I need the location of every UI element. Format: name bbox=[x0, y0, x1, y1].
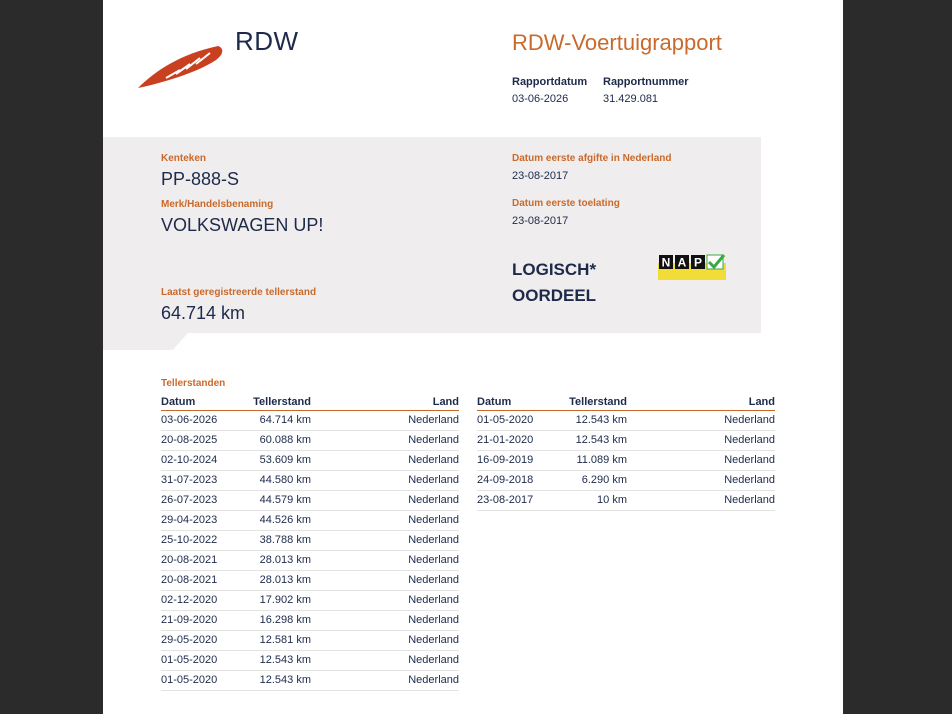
cell-tellerstand: 38.788 km bbox=[259, 534, 311, 546]
table-row bbox=[161, 611, 459, 631]
cell-datum: 21-09-2020 bbox=[161, 614, 218, 626]
cell-tellerstand: 10 km bbox=[597, 494, 627, 506]
kenteken-field bbox=[161, 153, 239, 190]
report-page bbox=[103, 0, 843, 714]
header-datum: Datum bbox=[161, 396, 196, 408]
table-row bbox=[477, 471, 775, 491]
cell-tellerstand: 11.089 km bbox=[576, 454, 627, 466]
cell-tellerstand: 28.013 km bbox=[259, 574, 311, 586]
cell-land: Nederland bbox=[408, 534, 459, 546]
cell-land: Nederland bbox=[408, 574, 459, 586]
table-row bbox=[161, 551, 459, 571]
cell-land: Nederland bbox=[724, 434, 775, 446]
nap-letter-n: N bbox=[661, 255, 671, 270]
cell-tellerstand: 17.902 km bbox=[259, 594, 311, 606]
tellerstanden-table-left bbox=[161, 396, 459, 691]
cell-tellerstand: 12.543 km bbox=[575, 414, 627, 426]
table-row bbox=[161, 431, 459, 451]
cell-datum: 16-09-2019 bbox=[477, 454, 534, 466]
cell-land: Nederland bbox=[408, 414, 459, 426]
table-row bbox=[161, 571, 459, 591]
tellerstanden-title: Tellerstanden bbox=[161, 378, 226, 389]
table-row bbox=[161, 411, 459, 431]
merk-value: VOLKSWAGEN UP! bbox=[161, 215, 324, 235]
table-row bbox=[161, 531, 459, 551]
toelating-field bbox=[512, 198, 620, 227]
cell-land: Nederland bbox=[724, 494, 775, 506]
table-row bbox=[477, 491, 775, 511]
table-row bbox=[161, 491, 459, 511]
rapportdatum bbox=[512, 76, 587, 105]
cell-land: Nederland bbox=[724, 454, 775, 466]
cell-datum: 31-07-2023 bbox=[161, 474, 218, 486]
header-datum: Datum bbox=[477, 396, 512, 408]
cell-land: Nederland bbox=[408, 494, 459, 506]
cell-land: Nederland bbox=[408, 514, 459, 526]
cell-land: Nederland bbox=[408, 674, 459, 686]
cell-datum: 29-04-2023 bbox=[161, 514, 218, 526]
cell-datum: 25-10-2022 bbox=[161, 534, 218, 546]
cell-land: Nederland bbox=[724, 474, 775, 486]
tellerstanden-table-right bbox=[477, 396, 775, 511]
cell-datum: 21-01-2020 bbox=[477, 434, 534, 446]
merk-label: Merk/Handelsbenaming bbox=[161, 199, 274, 210]
table-row bbox=[161, 591, 459, 611]
merk-field bbox=[161, 199, 323, 236]
tellerstand-value: 64.714 km bbox=[161, 303, 246, 323]
rapportnummer bbox=[603, 76, 689, 105]
summary-panel bbox=[103, 137, 761, 333]
header-land: Land bbox=[748, 396, 775, 408]
cell-land: Nederland bbox=[408, 454, 459, 466]
cell-tellerstand: 53.609 km bbox=[259, 454, 311, 466]
rapportdatum-label: Rapportdatum bbox=[512, 76, 588, 88]
cell-tellerstand: 12.543 km bbox=[259, 674, 311, 686]
cell-land: Nederland bbox=[408, 434, 459, 446]
rapportdatum-value: 03-06-2026 bbox=[512, 93, 569, 105]
cell-datum: 20-08-2025 bbox=[161, 434, 218, 446]
cell-tellerstand: 28.013 km bbox=[259, 554, 311, 566]
cell-datum: 01-05-2020 bbox=[477, 414, 534, 426]
verdict-line2: OORDEEL bbox=[512, 286, 597, 305]
nap-check-icon bbox=[658, 254, 726, 280]
cell-datum: 01-05-2020 bbox=[161, 654, 218, 666]
cell-datum: 01-05-2020 bbox=[161, 674, 218, 686]
table-row bbox=[161, 631, 459, 651]
cell-tellerstand: 12.543 km bbox=[259, 654, 311, 666]
cell-datum: 03-06-2026 bbox=[161, 414, 218, 426]
cell-tellerstand: 12.543 km bbox=[575, 434, 627, 446]
cell-tellerstand: 6.290 km bbox=[581, 474, 627, 486]
cell-land: Nederland bbox=[408, 474, 459, 486]
brand-name: RDW bbox=[235, 26, 299, 56]
kenteken-value: PP-888-S bbox=[161, 169, 240, 189]
cell-tellerstand: 12.581 km bbox=[259, 634, 311, 646]
header-land: Land bbox=[432, 396, 459, 408]
cell-datum: 02-12-2020 bbox=[161, 594, 218, 606]
cell-land: Nederland bbox=[724, 414, 775, 426]
cell-land: Nederland bbox=[408, 634, 459, 646]
table-row bbox=[477, 411, 775, 431]
rapportnummer-label: Rapportnummer bbox=[603, 76, 689, 88]
cell-datum: 24-09-2018 bbox=[477, 474, 534, 486]
table-row bbox=[161, 471, 459, 491]
afgifte-field bbox=[512, 153, 671, 182]
rapportnummer-value: 31.429.081 bbox=[603, 93, 659, 105]
cell-tellerstand: 44.580 km bbox=[259, 474, 311, 486]
cell-land: Nederland bbox=[408, 654, 459, 666]
cell-datum: 20-08-2021 bbox=[161, 554, 218, 566]
cell-datum: 02-10-2024 bbox=[161, 454, 218, 466]
header-tellerstand: Tellerstand bbox=[569, 396, 627, 408]
table-header bbox=[477, 396, 775, 411]
table-row bbox=[161, 671, 459, 691]
report-title: RDW-Voertuigrapport bbox=[512, 30, 722, 55]
cell-tellerstand: 60.088 km bbox=[259, 434, 311, 446]
table-row bbox=[477, 431, 775, 451]
tellerstand-label: Laatst geregistreerde tellerstand bbox=[161, 287, 317, 298]
cell-datum: 20-08-2021 bbox=[161, 574, 218, 586]
toelating-value: 23-08-2017 bbox=[512, 215, 569, 227]
tellerstand-field bbox=[161, 287, 316, 324]
cell-datum: 26-07-2023 bbox=[161, 494, 218, 506]
header-tellerstand: Tellerstand bbox=[253, 396, 311, 408]
nap-letter-p: P bbox=[693, 255, 703, 270]
summary-notch bbox=[103, 333, 188, 350]
table-row bbox=[161, 651, 459, 671]
rdw-logo-icon bbox=[136, 40, 226, 90]
cell-tellerstand: 44.526 km bbox=[259, 514, 311, 526]
cell-datum: 29-05-2020 bbox=[161, 634, 218, 646]
cell-land: Nederland bbox=[408, 554, 459, 566]
kenteken-label: Kenteken bbox=[161, 153, 207, 164]
verdict-line1: LOGISCH* bbox=[512, 260, 597, 279]
table-row bbox=[161, 511, 459, 531]
cell-land: Nederland bbox=[408, 614, 459, 626]
cell-datum: 23-08-2017 bbox=[477, 494, 534, 506]
table-row bbox=[477, 451, 775, 471]
afgifte-value: 23-08-2017 bbox=[512, 170, 569, 182]
cell-tellerstand: 16.298 km bbox=[259, 614, 311, 626]
nap-letter-a: A bbox=[677, 255, 687, 270]
cell-tellerstand: 64.714 km bbox=[259, 414, 311, 426]
cell-land: Nederland bbox=[408, 594, 459, 606]
afgifte-label: Datum eerste afgifte in Nederland bbox=[512, 153, 672, 164]
cell-tellerstand: 44.579 km bbox=[259, 494, 311, 506]
verdict bbox=[512, 257, 596, 309]
table-header bbox=[161, 396, 459, 411]
table-row bbox=[161, 451, 459, 471]
toelating-label: Datum eerste toelating bbox=[512, 198, 620, 209]
